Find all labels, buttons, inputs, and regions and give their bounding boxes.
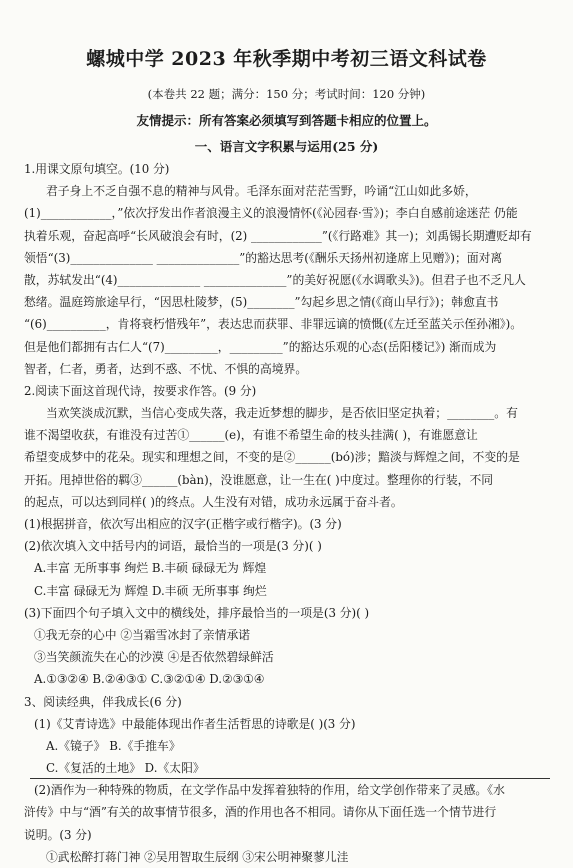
text-line: 执着乐观，奋起高呼“长风破浪会有时，(2) ____________”(《行路难》其一)；刘禹锡长期遭贬却有: [24, 228, 532, 243]
text-line: (2)酒作为一种特殊的物质，在文学作品中发挥着独特的作用，给文学创作带来了灵感。《水: [34, 783, 505, 798]
text-line: 希望变成梦中的花朵。现实和理想之间，不变的是②______(bó)涉；黯淡与辉煌之间，不变的是: [24, 450, 520, 465]
text-line: ①武松醉打蒋门神 ②吴用智取生辰纲 ③宋公明神聚蓼儿洼: [46, 849, 349, 864]
bottom-divider: [30, 778, 550, 779]
exam-tip: 友情提示：所有答案必须填写到答题卡相应的位置上。: [136, 113, 437, 128]
text-line: 浒传》中与“酒”有关的故事情节很多，酒的作用也各不相同。请你从下面任选一个情节进行: [24, 805, 497, 820]
text-line: “(6)__________，肯将衰朽惜残年”，表达忠而获罪、非罪远谪的愤慨(《左迁至蓝关示侄孙湘》)。: [24, 317, 523, 332]
text-line: (1)根据拼音，依次写出相应的汉字(正楷字或行楷字)。(3 分): [24, 517, 342, 531]
text-line: 君子身上不乏自强不息的精神与风骨。毛泽东面对茫茫雪野，吟诵“江山如此多娇，: [46, 184, 477, 199]
text-line: 开拓。甩掉世俗的羁③______(bàn)，没谁愿意，让一生在( )中度过。整理你的行装，不同: [24, 472, 494, 487]
text-line: 但是他们都拥有古仁人“(7)_________，_________”的豁达乐观的心态(岳阳楼记》) 渐而成为: [24, 339, 497, 354]
text-line: 愁绪。温庭筠旅途早行，“因思杜陵梦，(5)________”勾起乡思之情(《商山早行》)；韩愈直书: [24, 295, 499, 310]
text-line: 3、阅读经典，伴我成长(6 分): [24, 694, 182, 709]
text-line: 谁不渴望收获，有谁没有过苦①______(e)，有谁不希望生命的枝头挂满( )，有谁愿意让: [24, 428, 478, 443]
text-line: (1)《艾青诗选》中最能体现出作者生活哲思的诗歌是( )(3 分): [34, 716, 356, 731]
section-heading: 一、语言文字积累与运用(25 分): [194, 139, 379, 154]
text-line: ①我无奈的心中 ②当霜雪冰封了亲情承诺: [34, 627, 251, 642]
text-line: 的起点，可以达到同样( )的终点。人生没有对错，成功永远属于奋斗者。: [24, 494, 403, 509]
option-line: C.丰富 碌碌无为 辉煌 D.丰硕 无所事事 绚烂: [34, 583, 267, 598]
option-line: A.丰富 无所事事 绚烂 B.丰硕 碌碌无为 辉煌: [34, 561, 267, 576]
text-line: 领悟“(3)______________ ______________”的豁达思考(《酬乐天扬州初逢席上见赠》)；面对离: [24, 250, 503, 265]
text-line: 散，苏轼发出“(4)______________ ______________”的美好祝愿(《水调歌头》)。但君子也不乏凡人: [24, 272, 526, 287]
exam-body: [24, 158, 554, 868]
text-line: ③当笑颜流失在心的沙漠 ④是否依然碧绿鲜活: [34, 650, 274, 665]
text-line: 说明。(3 分): [24, 827, 92, 842]
text-line: 2.阅读下面这首现代诗，按要求作答。(9 分): [24, 383, 257, 398]
option-line: A.①③②④ B.②④③① C.③②①④ D.②③①④: [34, 672, 265, 687]
exam-title: 螺城中学 2023 年秋季期中考初三语文科试卷: [86, 48, 487, 70]
text-line: (2)依次填入文中括号内的词语，最恰当的一项是(3 分)( ): [24, 539, 322, 554]
option-line: C.《复活的土地》 D.《太阳》: [46, 761, 205, 776]
text-line: (3)下面四个句子填入文中的横线处，排序最恰当的一项是(3 分)( ): [24, 605, 370, 620]
text-line: 智者，仁者，勇者，达到不惑、不忧、不惧的高境界。: [24, 361, 308, 376]
text-line: 1.用课文原句填空。(10 分): [24, 162, 170, 176]
option-line: A.《镜子》 B.《手推车》: [46, 738, 181, 753]
exam-meta: (本卷共 22 题；满分：150 分；考试时间：120 分钟): [147, 87, 426, 101]
text-line: 当欢笑淡成沉默，当信心变成失落，我走近梦想的脚步，是否依旧坚定执着；________。有: [46, 406, 518, 421]
text-line: (1)____________，”依次抒发出作者浪漫主义的浪漫情怀(《沁园春·雪》)；李白自感前途迷茫 仍能: [24, 206, 518, 221]
